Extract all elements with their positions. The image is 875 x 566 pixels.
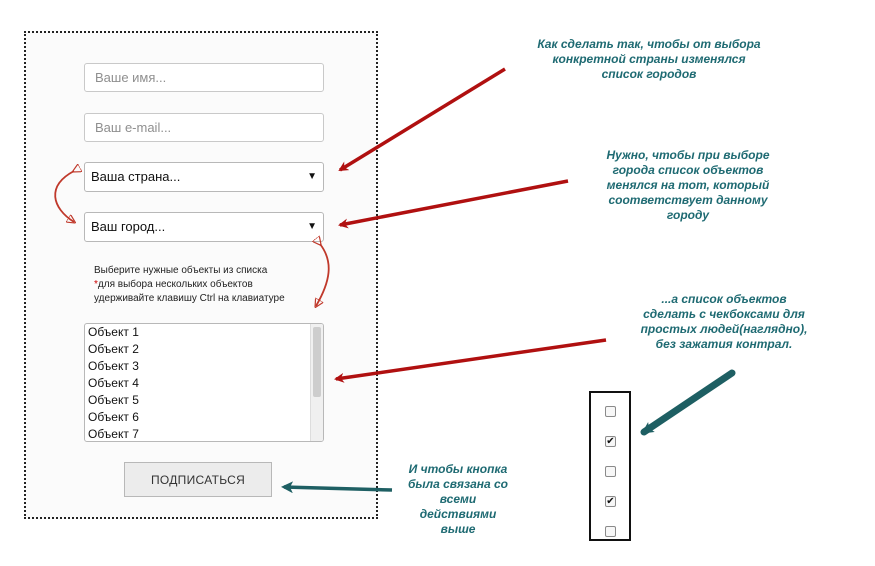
curved-arrow-city-list bbox=[316, 244, 329, 306]
note-line: список городов bbox=[601, 67, 697, 81]
arrow-to-objects-list bbox=[336, 340, 606, 379]
curved-arrow-country-city bbox=[55, 171, 74, 222]
hint-line-3: удерживайте клавишу Ctrl на клавиатуре bbox=[94, 293, 285, 304]
note-line: менялся на тот, который bbox=[606, 178, 770, 192]
list-item[interactable]: Объект 1 bbox=[88, 325, 139, 339]
checkbox[interactable] bbox=[605, 436, 616, 447]
chevron-down-icon: ▼ bbox=[307, 221, 317, 232]
note-line: ...а список объектов bbox=[661, 292, 787, 306]
chevron-down-icon: ▼ bbox=[307, 171, 317, 182]
checkbox-mockup-panel bbox=[589, 391, 631, 541]
arrow-to-country-select bbox=[340, 69, 505, 170]
note-line: соответствует данному bbox=[608, 193, 768, 207]
note-line: действиями bbox=[419, 507, 497, 521]
note-line: городу bbox=[666, 208, 710, 222]
note-city-objects bbox=[584, 148, 792, 223]
subscribe-button[interactable]: ПОДПИСАТЬСЯ bbox=[124, 462, 272, 497]
note-country-city bbox=[520, 37, 778, 82]
hint-line-2-text: для выбора нескольких объектов bbox=[97, 279, 253, 290]
hint-star: * bbox=[94, 279, 98, 290]
note-line: простых людей(наглядно), bbox=[640, 322, 808, 336]
note-line: И чтобы кнопка bbox=[408, 462, 508, 476]
list-item[interactable]: Объект 4 bbox=[88, 376, 139, 390]
arrow-to-subscribe-button bbox=[284, 487, 392, 490]
list-item[interactable]: Объект 6 bbox=[88, 410, 139, 424]
check-icon: ✔ bbox=[606, 496, 615, 507]
city-select-value: Ваш город... bbox=[91, 219, 166, 234]
checkbox[interactable] bbox=[605, 466, 616, 477]
note-line: города список объектов bbox=[612, 163, 764, 177]
arrow-to-checkboxes bbox=[644, 373, 732, 432]
arrow-to-city-select bbox=[340, 181, 568, 225]
checkbox[interactable] bbox=[605, 406, 616, 417]
note-line: сделать с чекбоксами для bbox=[643, 307, 805, 321]
checkbox[interactable] bbox=[605, 526, 616, 537]
list-item[interactable]: Объект 5 bbox=[88, 393, 139, 407]
note-line: была связана со bbox=[407, 477, 509, 491]
note-line: Как сделать так, чтобы от выбора bbox=[537, 37, 761, 51]
hint-line-1: Выберите нужные объекты из списка bbox=[94, 265, 268, 276]
country-select-value: Ваша страна... bbox=[91, 169, 181, 184]
list-item[interactable]: Объект 3 bbox=[88, 359, 139, 373]
note-button bbox=[398, 462, 518, 537]
note-line: всеми bbox=[439, 492, 477, 506]
check-icon: ✔ bbox=[606, 436, 615, 447]
list-item[interactable]: Объект 7 bbox=[88, 427, 139, 441]
checkbox[interactable] bbox=[605, 496, 616, 507]
note-checkboxes bbox=[622, 292, 826, 352]
note-line: Нужно, чтобы при выборе bbox=[606, 148, 770, 162]
list-item[interactable]: Объект 2 bbox=[88, 342, 139, 356]
note-line: конкретной страны изменялся bbox=[552, 52, 746, 66]
note-line: без зажатия контрал. bbox=[655, 337, 793, 351]
note-line: выше bbox=[440, 522, 476, 536]
